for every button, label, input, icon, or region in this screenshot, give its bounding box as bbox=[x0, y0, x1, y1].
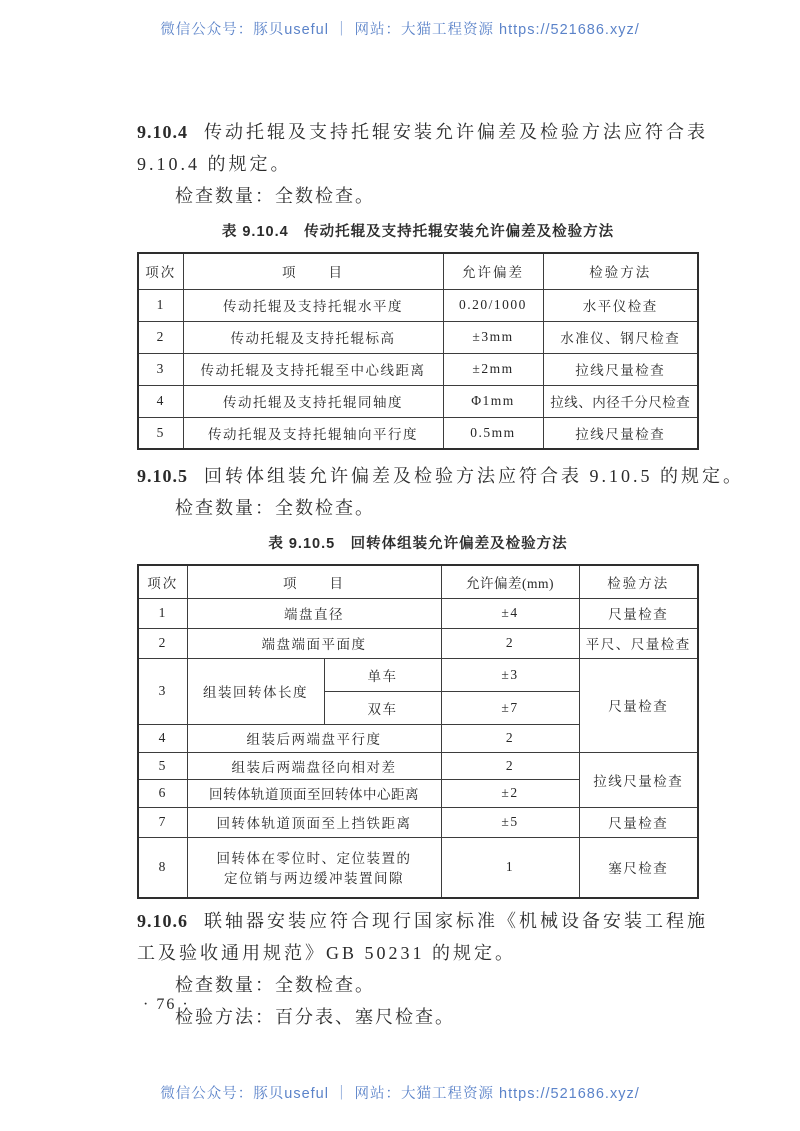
clause-9-10-5 bbox=[137, 460, 744, 524]
clause-line bbox=[137, 460, 744, 492]
cell-deviation: ±4 bbox=[441, 598, 579, 628]
cell-item: 端盘直径 bbox=[187, 598, 441, 628]
header-cell-no: 项次 bbox=[138, 565, 187, 598]
cell-item bbox=[187, 837, 441, 898]
table-9-10-5-caption: 表 9.10.5 回转体组装允许偏差及检验方法 bbox=[268, 536, 568, 552]
cell-item: 传动托辊及支持托辊至中心线距离 bbox=[183, 353, 443, 385]
table-row bbox=[138, 598, 698, 628]
check-quantity-line: 检查数量：全数检查。 bbox=[175, 186, 375, 206]
cell-deviation: ±3mm bbox=[443, 321, 543, 353]
cell-subitem: 单车 bbox=[324, 658, 441, 691]
table-header-row bbox=[138, 253, 698, 289]
cell-method: 尺量检查 bbox=[579, 598, 698, 628]
cell-deviation: 0.5mm bbox=[443, 417, 543, 449]
cell-item: 组装后两端盘径向相对差 bbox=[187, 752, 441, 779]
cell-item-line1: 回转体在零位时、定位装置的 bbox=[216, 851, 412, 867]
table-row bbox=[138, 417, 698, 449]
cell-deviation: 2 bbox=[441, 752, 579, 779]
table-row bbox=[138, 385, 698, 417]
cell-item: 端盘端面平面度 bbox=[187, 628, 441, 658]
header-cell-method: 检验方法 bbox=[579, 565, 698, 598]
cell-method: 平尺、尺量检查 bbox=[579, 628, 698, 658]
cell-item: 组装后两端盘平行度 bbox=[187, 724, 441, 752]
cell-deviation: 1 bbox=[441, 837, 579, 898]
cell-no: 3 bbox=[138, 658, 187, 724]
cell-method: 拉线尺量检查 bbox=[579, 752, 698, 807]
clause-line bbox=[137, 116, 708, 148]
clause-line: 9.10.4 的规定。 bbox=[137, 154, 292, 174]
clause-line: 工及验收通用规范》GB 50231 的规定。 bbox=[137, 943, 517, 963]
table-row bbox=[138, 628, 698, 658]
clause-text: 传动托辊及支持托辊安装允许偏差及检验方法应符合表 bbox=[204, 122, 708, 142]
cell-no: 5 bbox=[138, 752, 187, 779]
clause-number: 9.10.6 bbox=[137, 911, 188, 931]
cell-no: 8 bbox=[138, 837, 187, 898]
check-method-line: 检验方法：百分表、塞尺检查。 bbox=[175, 1007, 455, 1027]
cell-no: 2 bbox=[138, 321, 183, 353]
clause-9-10-4 bbox=[137, 116, 708, 212]
cell-item: 传动托辊及支持托辊轴向平行度 bbox=[183, 417, 443, 449]
cell-item: 传动托辊及支持托辊同轴度 bbox=[183, 385, 443, 417]
header-cell-no: 项次 bbox=[138, 253, 183, 289]
cell-no: 1 bbox=[138, 289, 183, 321]
table-9-10-4-caption: 表 9.10.4 传动托辊及支持托辊安装允许偏差及检验方法 bbox=[221, 224, 615, 240]
page-number: · 76 · bbox=[143, 996, 190, 1013]
header-banner bbox=[0, 18, 800, 39]
cell-deviation: ±3 bbox=[441, 658, 579, 691]
page-content bbox=[137, 116, 744, 1033]
cell-no: 1 bbox=[138, 598, 187, 628]
cell-item: 回转体轨道顶面至回转体中心距离 bbox=[187, 779, 441, 807]
cell-method: 尺量检查 bbox=[579, 807, 698, 837]
cell-method: 拉线尺量检查 bbox=[543, 353, 698, 385]
cell-item: 组装回转体长度 bbox=[187, 658, 324, 724]
cell-item: 传动托辊及支持托辊水平度 bbox=[183, 289, 443, 321]
clause-number: 9.10.5 bbox=[137, 466, 188, 486]
cell-deviation: ±2 bbox=[441, 779, 579, 807]
cell-no: 4 bbox=[138, 724, 187, 752]
table-row bbox=[138, 837, 698, 898]
cell-subitem: 双车 bbox=[324, 691, 441, 724]
header-cell-deviation: 允许偏差 bbox=[443, 253, 543, 289]
table-row bbox=[138, 752, 698, 779]
clause-text: 联轴器安装应符合现行国家标准《机械设备安装工程施 bbox=[204, 911, 708, 931]
cell-method: 塞尺检查 bbox=[579, 837, 698, 898]
cell-deviation: 2 bbox=[441, 628, 579, 658]
cell-method: 水准仪、钢尺检查 bbox=[543, 321, 698, 353]
cell-no: 4 bbox=[138, 385, 183, 417]
clause-line bbox=[137, 905, 708, 937]
table-row bbox=[138, 807, 698, 837]
cell-method: 拉线、内径千分尺检查 bbox=[543, 385, 698, 417]
header-cell-method: 检验方法 bbox=[543, 253, 698, 289]
cell-item: 回转体轨道顶面至上挡铁距离 bbox=[187, 807, 441, 837]
cell-method: 尺量检查 bbox=[579, 658, 698, 752]
header-banner-text: 微信公众号：豚贝useful ｜ 网站：大猫工程资源 https://521686.xyz/ bbox=[160, 22, 640, 38]
clause-number: 9.10.4 bbox=[137, 122, 188, 142]
check-quantity-line: 检查数量：全数检查。 bbox=[175, 975, 375, 995]
header-cell-deviation: 允许偏差(mm) bbox=[441, 565, 579, 598]
cell-deviation: Φ1mm bbox=[443, 385, 543, 417]
cell-deviation: ±5 bbox=[441, 807, 579, 837]
cell-no: 6 bbox=[138, 779, 187, 807]
table-row bbox=[138, 289, 698, 321]
table-row bbox=[138, 658, 698, 691]
table-row bbox=[138, 353, 698, 385]
cell-no: 5 bbox=[138, 417, 183, 449]
check-quantity-line: 检查数量：全数检查。 bbox=[175, 498, 375, 518]
cell-no: 2 bbox=[138, 628, 187, 658]
header-cell-item: 项 目 bbox=[187, 565, 441, 598]
cell-no: 3 bbox=[138, 353, 183, 385]
cell-deviation: 2 bbox=[441, 724, 579, 752]
cell-no: 7 bbox=[138, 807, 187, 837]
cell-method: 拉线尺量检查 bbox=[543, 417, 698, 449]
footer-banner bbox=[0, 1082, 800, 1103]
cell-deviation: ±7 bbox=[441, 691, 579, 724]
footer-banner-text: 微信公众号：豚贝useful ｜ 网站：大猫工程资源 https://521686.xyz/ bbox=[160, 1086, 640, 1102]
table-9-10-5 bbox=[137, 564, 699, 899]
header-cell-item: 项 目 bbox=[183, 253, 443, 289]
cell-item: 传动托辊及支持托辊标高 bbox=[183, 321, 443, 353]
clause-9-10-6 bbox=[137, 905, 708, 1033]
table-9-10-4 bbox=[137, 252, 699, 450]
cell-deviation: ±2mm bbox=[443, 353, 543, 385]
table-header-row bbox=[138, 565, 698, 598]
clause-text: 回转体组装允许偏差及检验方法应符合表 9.10.5 的规定。 bbox=[204, 466, 744, 486]
cell-method: 水平仪检查 bbox=[543, 289, 698, 321]
table-row bbox=[138, 321, 698, 353]
cell-item-line2: 定位销与两边缓冲装置间隙 bbox=[224, 871, 404, 887]
cell-deviation: 0.20/1000 bbox=[443, 289, 543, 321]
